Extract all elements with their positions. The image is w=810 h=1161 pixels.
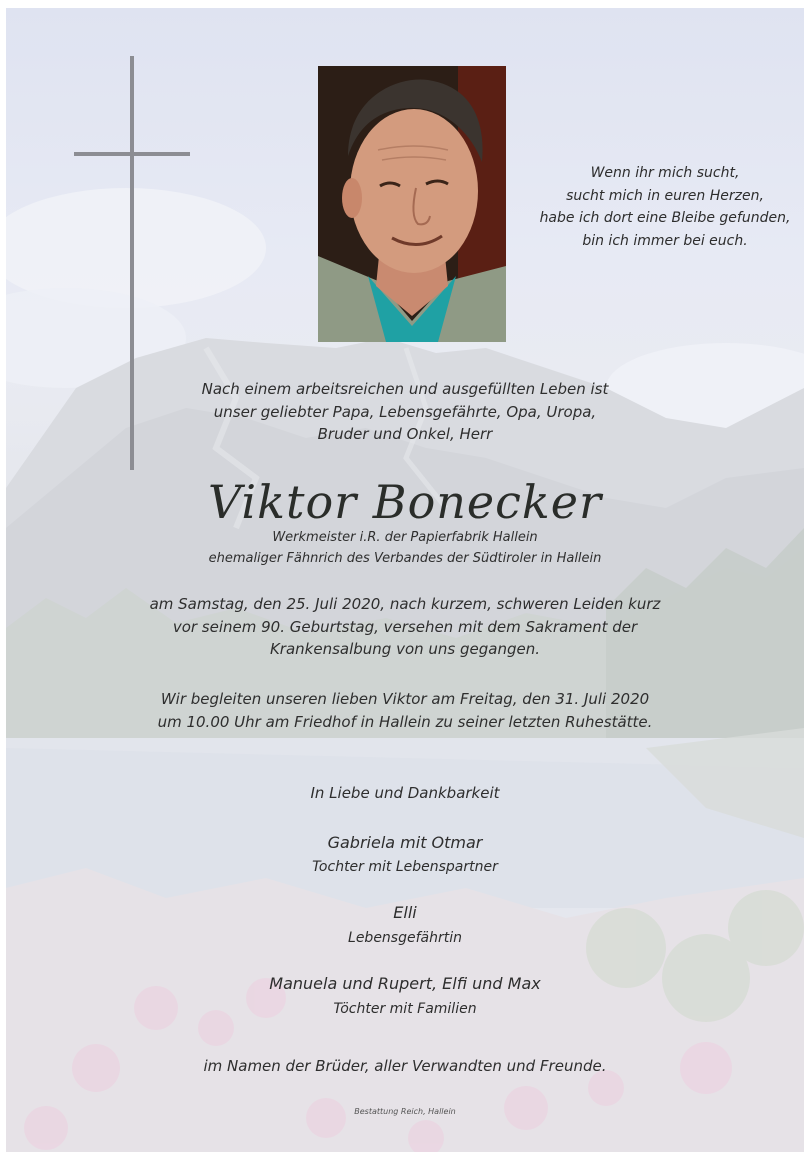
intro-line: Nach einem arbeitsreichen und ausgefüllten Leben ist <box>201 380 609 398</box>
intro-text <box>0 378 810 446</box>
mourner-name: Gabriela mit Otmar <box>327 833 483 852</box>
funeral-notice <box>0 688 810 733</box>
mourner-role: Lebensgefährtin <box>348 930 462 946</box>
verse-line: habe ich dort eine Bleibe gefunden, <box>539 210 791 226</box>
occupation-subtitle: Werkmeister i.R. der Papierfabrik Hallein <box>272 530 538 545</box>
memorial-cross-horizontal <box>74 152 190 156</box>
death-notice-line: vor seinem 90. Geburtstag, versehen mit dem Sakrament der <box>172 617 638 636</box>
mourner-role: Tochter mit Lebenspartner <box>312 859 498 875</box>
death-notice <box>0 593 810 661</box>
mourner-role: Töchter mit Familien <box>333 1001 477 1017</box>
verse-line: sucht mich in euren Herzen, <box>566 187 764 204</box>
memorial-verse <box>520 162 810 252</box>
mourner-name: Manuela und Rupert, Elfi und Max <box>269 974 541 993</box>
undertaker-credit: Bestattung Reich, Hallein <box>354 1107 456 1116</box>
verse-line: bin ich immer bei euch. <box>582 232 748 249</box>
love-line: In Liebe und Dankbarkeit <box>310 784 500 802</box>
intro-line: Bruder und Onkel, Herr <box>317 425 493 443</box>
closing-line: im Namen der Brüder, aller Verwandten und Freunde. <box>203 1057 607 1075</box>
mourner-name: Elli <box>393 903 417 922</box>
death-notice-line: am Samstag, den 25. Juli 2020, nach kurzem, schweren Leiden kurz <box>149 595 661 613</box>
association-subtitle: ehemaliger Fähnrich des Verbandes der Südtiroler in Hallein <box>208 551 602 566</box>
death-notice-line: Krankensalbung von uns gegangen. <box>269 640 541 658</box>
intro-line: unser geliebter Papa, Lebensgefährte, Opa, Uropa, <box>213 402 597 421</box>
verse-line: Wenn ihr mich sucht, <box>590 165 740 181</box>
deceased-name: Viktor Bonecker <box>208 475 602 529</box>
funeral-line: um 10.00 Uhr am Friedhof in Hallein zu seiner letzten Ruhestätte. <box>157 712 653 731</box>
funeral-line: Wir begleiten unseren lieben Viktor am Freitag, den 31. Juli 2020 <box>160 690 650 708</box>
portrait-photo <box>318 66 506 342</box>
